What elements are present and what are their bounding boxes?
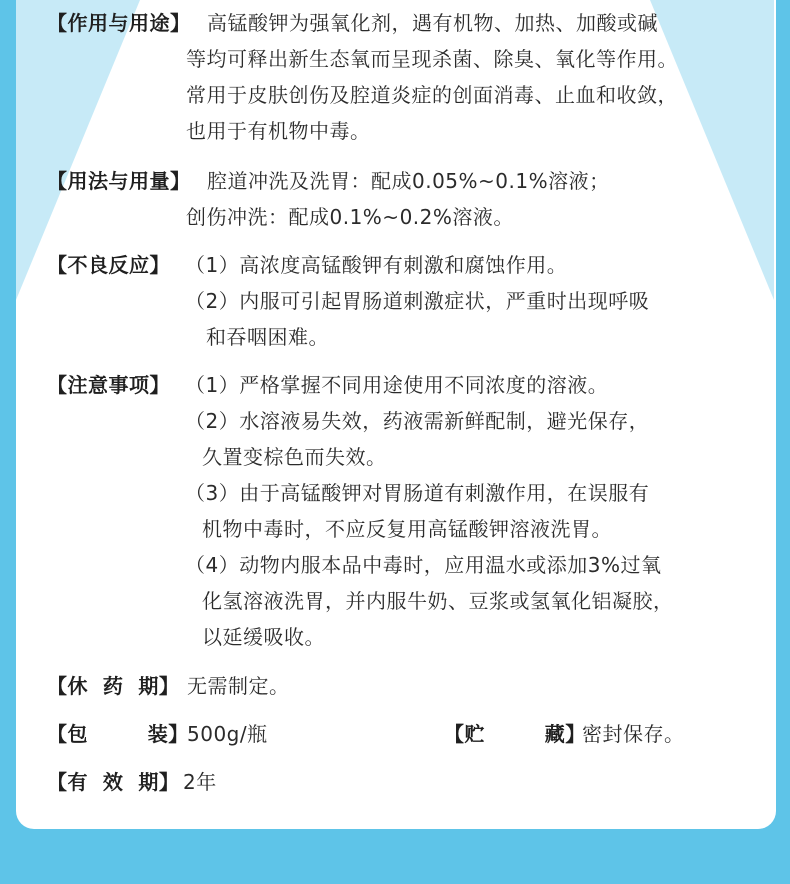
section-text-line: （1）高浓度高锰酸钾有刺激和腐蚀作用。 xyxy=(185,253,568,277)
section-text-line: （4）动物内服本品中毒时，应用温水或添加3%过氧 xyxy=(185,553,662,577)
section-text-line: 和吞咽困难。 xyxy=(206,325,329,349)
section-text-line: 腔道冲洗及洗胃：配成0.05%~0.1%溶液； xyxy=(207,169,610,193)
section-label: 【休 药 期】 xyxy=(47,674,180,698)
section-text-line: （1）严格掌握不同用途使用不同浓度的溶液。 xyxy=(185,373,609,397)
section-text-line: 高锰酸钾为强氧化剂，遇有机物、加热、加酸或碱 xyxy=(207,11,658,35)
section-label: 【不良反应】 xyxy=(47,253,170,277)
section-text-line: （2）水溶液易失效，药液需新鲜配制，避光保存， xyxy=(185,409,650,433)
background-strip xyxy=(0,0,16,830)
section-value: 密封保存。 xyxy=(582,722,685,746)
section-label: 【包 装】 xyxy=(47,722,189,746)
section-text-line: 化氢溶液洗胃，并内服牛奶、豆浆或氢氧化铝凝胶， xyxy=(202,589,674,613)
section-value: 2年 xyxy=(183,770,217,794)
section-value: 无需制定。 xyxy=(187,674,290,698)
section-text-line: 常用于皮肤创伤及腔道炎症的创面消毒、止血和收敛， xyxy=(186,83,678,107)
section-text-line: 创伤冲洗：配成0.1%~0.2%溶液。 xyxy=(186,205,514,229)
section-label: 【贮 藏】 xyxy=(444,722,586,746)
section-text-line: 机物中毒时，不应反复用高锰酸钾溶液洗胃。 xyxy=(202,517,612,541)
section-text-line: 等均可释出新生态氧而呈现杀菌、除臭、氧化等作用。 xyxy=(186,47,678,71)
section-label: 【作用与用途】 xyxy=(47,11,191,35)
section-text-line: 以延缓吸收。 xyxy=(202,625,325,649)
section-text-line: （3）由于高锰酸钾对胃肠道有刺激作用，在误服有 xyxy=(185,481,650,505)
section-text-line: 也用于有机物中毒。 xyxy=(186,119,371,143)
section-value: 500g/瓶 xyxy=(187,722,268,746)
section-label: 【注意事项】 xyxy=(47,373,170,397)
section-label: 【用法与用量】 xyxy=(47,169,191,193)
section-text-line: 久置变棕色而失效。 xyxy=(202,445,387,469)
section-text-line: （2）内服可引起胃肠道刺激症状，严重时出现呼吸 xyxy=(185,289,650,313)
section-label: 【有 效 期】 xyxy=(47,770,180,794)
